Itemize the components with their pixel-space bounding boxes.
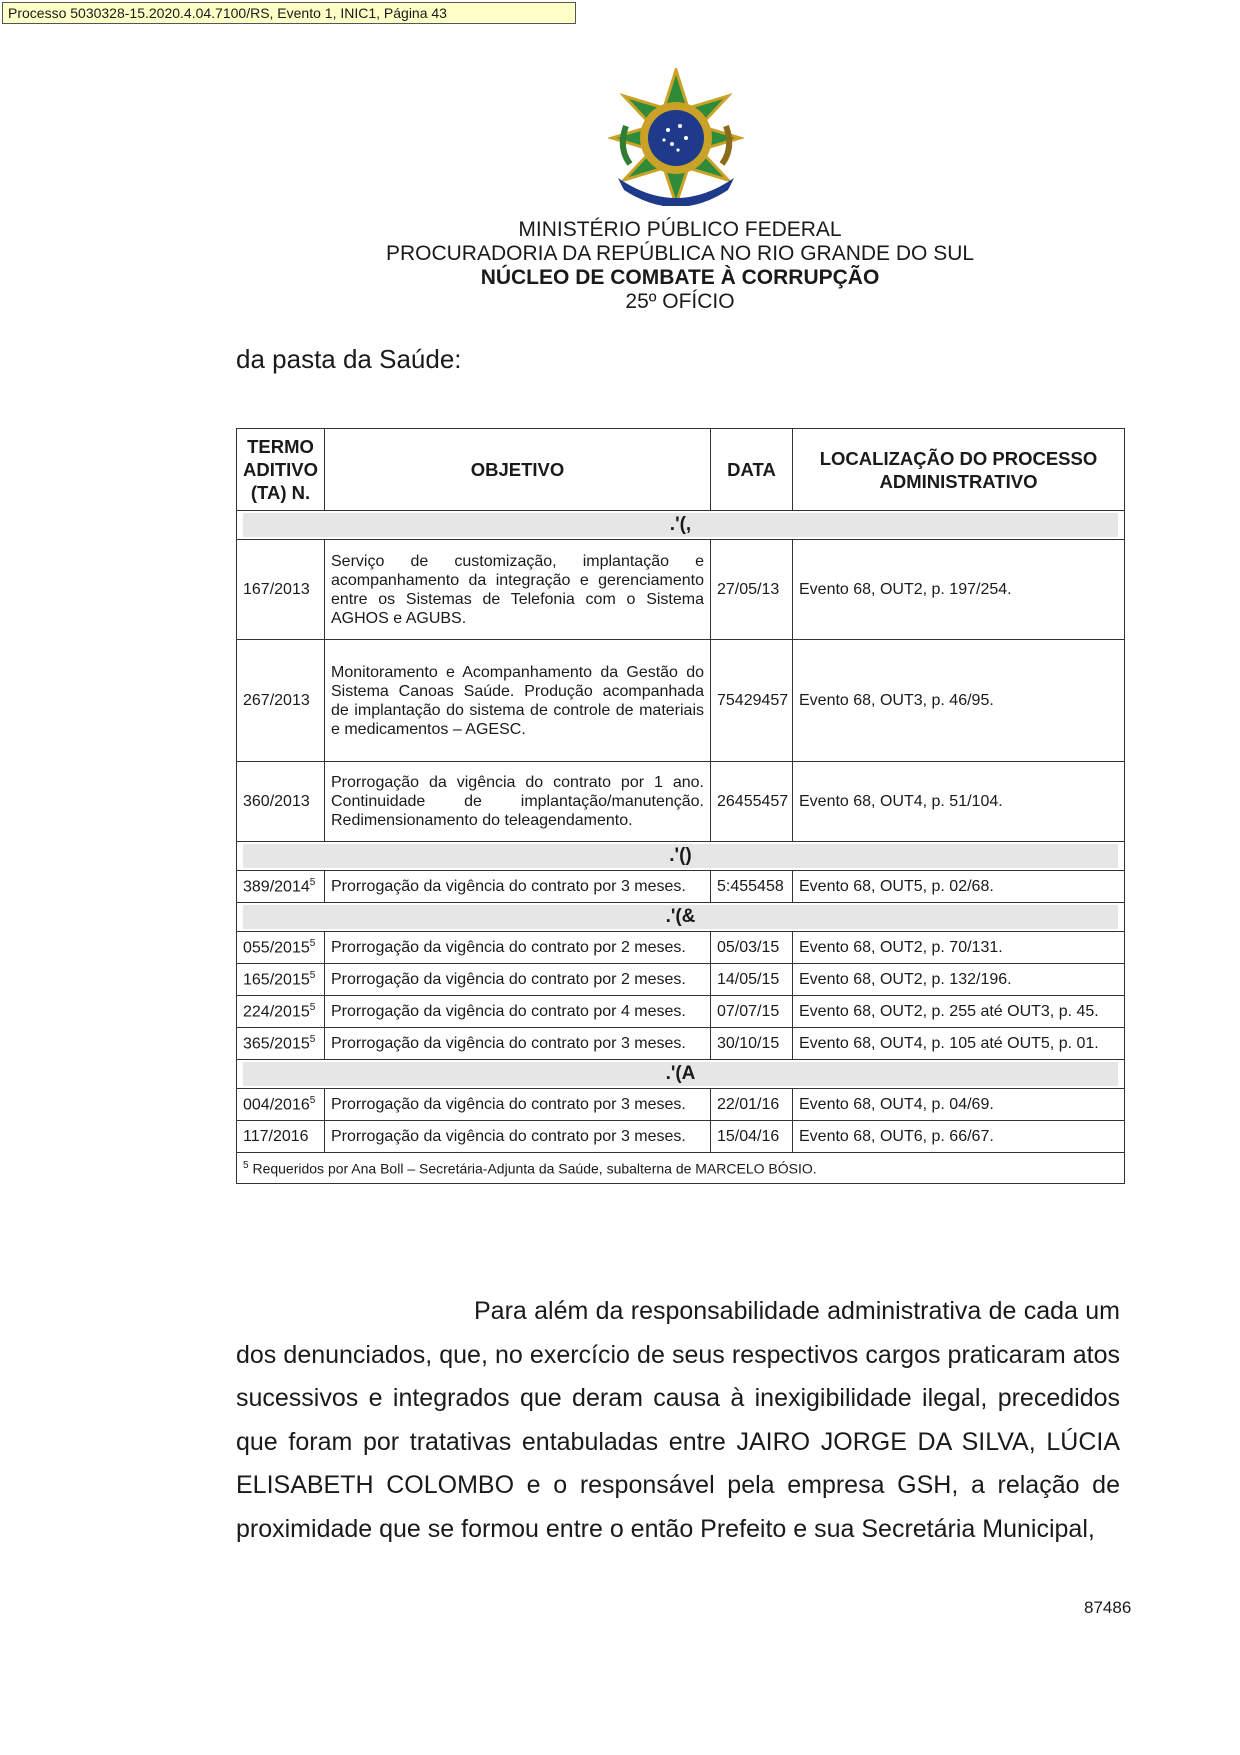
footnote-ref: 5: [309, 1094, 316, 1106]
footnote-row: [237, 1153, 1125, 1184]
termo-number: 055/2015: [243, 939, 310, 957]
table-row: [237, 996, 1125, 1028]
section-cell: [237, 1060, 1125, 1089]
cell-termo-aditivo: [237, 1028, 325, 1060]
header-objetivo: OBJETIVO: [325, 429, 711, 511]
footnote-text: Requeridos por Ana Boll – Secretária-Adjunta da Saúde, subalterna de MARCELO BÓSIO.: [248, 1160, 817, 1177]
table-header-row: [237, 429, 1125, 511]
cell-termo-aditivo: [237, 640, 325, 762]
header-data: DATA: [711, 429, 793, 511]
footnote: [237, 1153, 1125, 1184]
section-cell: [237, 903, 1125, 932]
cell-objetivo: Prorrogação da vigência do contrato por 4 meses.: [325, 996, 711, 1028]
table-row: [237, 540, 1125, 640]
termo-number: 165/2015: [243, 971, 310, 989]
cell-data: 26455457: [711, 762, 793, 842]
cell-objetivo: Serviço de customização, implantação e acompanhamento da integração e gerenciamento entre os Sistemas de Telefonia com o Sistema AGHOS e AGUBS.: [325, 540, 711, 640]
termo-number: 360/2013: [243, 792, 310, 810]
cell-data: 15/04/16: [711, 1121, 793, 1153]
cell-localizacao: Evento 68, OUT4, p. 105 até OUT5, p. 01.: [793, 1028, 1125, 1060]
termo-number: 117/2016: [243, 1127, 309, 1145]
cell-objetivo: Prorrogação da vigência do contrato por 3 meses.: [325, 1089, 711, 1121]
section-row: [237, 511, 1125, 540]
footnote-ref: 5: [309, 1033, 316, 1045]
body-paragraph: Para além da responsabilidade administrativa de cada um dos denunciados, que, no exercício de seus respectivos cargos praticaram atos sucessivos e integrados que deram causa à inexigibilidade ilegal, precedidos que foram por tratativas entabuladas entre JAIRO JORGE DA SILVA, LÚCIA ELISABETH COLOMBO e o responsável pela empresa GSH, a relação de proximidade que se formou entre o então Prefeito e sua Secretária Municipal,: [236, 1297, 1120, 1543]
process-stamp: Processo 5030328-15.2020.4.04.7100/RS, Evento 1, INIC1, Página 43: [2, 2, 576, 24]
footnote-ref: 5: [309, 876, 316, 888]
cell-objetivo: Prorrogação da vigência do contrato por 1 ano. Continuidade de implantação/manutenção. Redimensionamento do teleagendamento.: [325, 762, 711, 842]
section-row: [237, 842, 1125, 871]
termo-number: 365/2015: [243, 1035, 310, 1053]
termo-number: 167/2013: [243, 580, 310, 598]
cell-objetivo: Prorrogação da vigência do contrato por 3 meses.: [325, 871, 711, 903]
table-row: [237, 1121, 1125, 1153]
coat-of-arms-seal: [608, 68, 744, 206]
cell-objetivo: Prorrogação da vigência do contrato por 2 meses.: [325, 964, 711, 996]
header-nucleo: NÚCLEO DE COMBATE À CORRUPÇÃO: [480, 266, 880, 289]
section-row: [237, 903, 1125, 932]
footnote-ref: 5: [309, 1001, 316, 1013]
footnote-ref: 5: [309, 969, 316, 981]
table-row: [237, 1089, 1125, 1121]
termo-number: 267/2013: [243, 691, 310, 709]
cell-termo-aditivo: [237, 540, 325, 640]
intro-text: da pasta da Saúde:: [236, 344, 462, 374]
cell-localizacao: Evento 68, OUT4, p. 51/104.: [793, 762, 1125, 842]
table-row: [237, 762, 1125, 842]
header-procuradoria: PROCURADORIA DA REPÚBLICA NO RIO GRANDE DO SUL: [385, 242, 975, 265]
footnote-mark: 5: [243, 1159, 249, 1171]
table-body: [237, 511, 1125, 1153]
cell-localizacao: Evento 68, OUT2, p. 132/196.: [793, 964, 1125, 996]
footnote-ref: 5: [309, 937, 316, 949]
termos-aditivos-table: [236, 428, 1125, 1184]
table-row: [237, 932, 1125, 964]
cell-localizacao: Evento 68, OUT2, p. 255 até OUT3, p. 45.: [793, 996, 1125, 1028]
table-row: [237, 964, 1125, 996]
cell-data: 07/07/15: [711, 996, 793, 1028]
cell-objetivo: Prorrogação da vigência do contrato por 2 meses.: [325, 932, 711, 964]
cell-data: 05/03/15: [711, 932, 793, 964]
section-label: .'(): [243, 844, 1118, 868]
cell-termo-aditivo: [237, 932, 325, 964]
cell-termo-aditivo: [237, 762, 325, 842]
cell-objetivo: Monitoramento e Acompanhamento da Gestão do Sistema Canoas Saúde. Produção acompanhada de implantação do sistema de controle de materiais e medicamentos – AGESC.: [325, 640, 711, 762]
cell-termo-aditivo: [237, 996, 325, 1028]
cell-data: 30/10/15: [711, 1028, 793, 1060]
cell-localizacao: Evento 68, OUT2, p. 197/254.: [793, 540, 1125, 640]
cell-localizacao: Evento 68, OUT4, p. 04/69.: [793, 1089, 1125, 1121]
section-cell: [237, 511, 1125, 540]
institution-header: [300, 218, 1060, 314]
body-paragraph-container: [236, 1290, 1120, 1551]
header-ministry: MINISTÉRIO PÚBLICO FEDERAL: [518, 218, 842, 241]
cell-termo-aditivo: [237, 871, 325, 903]
cell-data: 22/01/16: [711, 1089, 793, 1121]
section-label: .'(A: [243, 1062, 1118, 1086]
header-termo-aditivo: TERMO ADITIVO (TA) N.: [237, 429, 325, 511]
table-row: [237, 640, 1125, 762]
termo-number: 004/2016: [243, 1096, 310, 1114]
cell-localizacao: Evento 68, OUT6, p. 66/67.: [793, 1121, 1125, 1153]
cell-localizacao: Evento 68, OUT3, p. 46/95.: [793, 640, 1125, 762]
cell-objetivo: Prorrogação da vigência do contrato por 3 meses.: [325, 1028, 711, 1060]
cell-objetivo: Prorrogação da vigência do contrato por 3 meses.: [325, 1121, 711, 1153]
cell-data: 27/05/13: [711, 540, 793, 640]
section-row: [237, 1060, 1125, 1089]
termo-number: 389/2014: [243, 878, 310, 896]
cell-data: 14/05/15: [711, 964, 793, 996]
termo-number: 224/2015: [243, 1003, 310, 1021]
section-label: .'(&: [243, 905, 1118, 929]
page-number: 87486: [1084, 1598, 1132, 1617]
table-row: [237, 871, 1125, 903]
cell-localizacao: Evento 68, OUT5, p. 02/68.: [793, 871, 1125, 903]
table-row: [237, 1028, 1125, 1060]
header-oficio: 25º OFÍCIO: [625, 290, 735, 313]
section-label: .'(,: [243, 513, 1118, 537]
cell-data: 5:455458: [711, 871, 793, 903]
cell-termo-aditivo: [237, 1121, 325, 1153]
cell-data: 75429457: [711, 640, 793, 762]
cell-termo-aditivo: [237, 964, 325, 996]
cell-localizacao: Evento 68, OUT2, p. 70/131.: [793, 932, 1125, 964]
cell-termo-aditivo: [237, 1089, 325, 1121]
header-localizacao: LOCALIZAÇÃO DO PROCESSO ADMINISTRATIVO: [793, 429, 1125, 511]
section-cell: [237, 842, 1125, 871]
